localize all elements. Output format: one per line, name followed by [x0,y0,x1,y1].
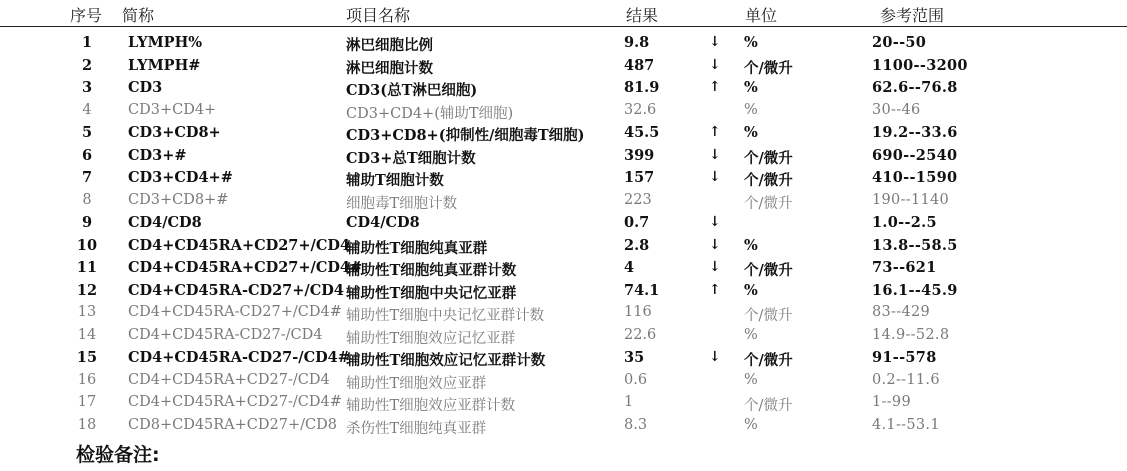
table-header [0,0,1127,27]
row-seq: 6 [81,146,93,164]
row-seq: 1 [81,34,93,51]
row-abbr: CD3+CD8+# [128,191,229,208]
row-item-name: 辅助T细胞计数 [346,172,444,189]
row-item-name: 辅助性T细胞效应亚群 [346,375,487,392]
row-result: 0.7 [624,214,650,231]
row-unit: % [744,371,758,388]
row-item-name: 辅助性T细胞纯真亚群 [346,239,488,257]
table-row [0,415,1127,438]
row-seq: 14 [77,326,97,343]
row-abbr: CD3+CD4+ [128,101,217,118]
row-result: 157 [624,169,655,186]
row-unit: 个/微升 [744,149,793,167]
header-result: 结果 [626,6,659,25]
row-flag-arrow: ↓ [709,236,721,253]
row-seq: 2 [81,56,93,74]
row-unit: 个/微升 [744,308,793,324]
row-abbr: CD4/CD8 [128,214,202,231]
row-abbr: CD3+CD4+# [128,169,233,186]
row-abbr: CD4+CD45RA+CD27-/CD4# [128,394,342,410]
row-seq: 8 [82,191,92,208]
row-abbr: CD3 [128,79,163,96]
row-abbr: CD4+CD45RA-CD27+/CD4# [128,304,342,320]
row-seq: 5 [81,124,93,141]
row-result: 81.9 [624,79,660,96]
row-unit: 个/微升 [744,398,793,414]
table-row [0,77,1127,100]
row-result: 223 [624,191,652,208]
table-row [0,280,1127,303]
row-flag-arrow: ↓ [709,146,721,163]
row-result: 35 [624,349,645,366]
row-seq: 10 [76,236,98,254]
row-unit: % [744,281,758,299]
row-seq: 15 [76,349,98,366]
row-item-name: 辅助性T细胞效应记忆亚群计数 [346,352,546,369]
row-seq: 16 [77,371,97,388]
row-item-name: 辅助性T细胞中央记忆亚群计数 [346,308,545,324]
row-item-name: 辅助性T细胞纯真亚群计数 [346,262,517,279]
row-item-name: 辅助性T细胞效应亚群计数 [346,398,516,414]
row-reference-range: 1.0--2.5 [872,214,937,231]
row-item-name: CD3+CD8+(抑制性/细胞毒T细胞) [346,127,585,144]
row-reference-range: 0.2--11.6 [872,371,940,388]
row-flag-arrow: ↑ [709,79,721,95]
row-flag-arrow: ↓ [709,34,721,50]
row-abbr: CD4+CD45RA-CD27+/CD4 [128,281,344,299]
row-abbr: CD4+CD45RA+CD27+/CD4 [128,236,351,254]
row-item-name: CD3+总T细胞计数 [346,149,476,167]
header-item-name: 项目名称 [346,6,411,25]
row-unit: % [744,79,758,96]
row-unit: % [744,34,758,51]
row-seq: 11 [76,259,98,276]
row-flag-arrow: ↓ [709,56,721,73]
row-item-name: 淋巴细胞比例 [346,37,433,54]
row-reference-range: 4.1--53.1 [872,416,940,433]
row-abbr: CD4+CD45RA-CD27-/CD4 [128,326,323,343]
row-flag-arrow: ↓ [709,214,721,230]
row-result: 45.5 [624,124,660,141]
row-reference-range: 190--1140 [872,191,950,208]
row-abbr: LYMPH# [128,56,201,74]
row-result: 22.6 [624,326,657,343]
table-row [0,100,1127,123]
row-unit: 个/微升 [744,352,793,369]
row-result: 2.8 [624,236,650,254]
row-item-name: 淋巴细胞计数 [346,59,433,77]
row-reference-range: 91--578 [872,349,937,366]
row-result: 116 [624,304,652,320]
table-row [0,167,1127,190]
header-seq: 序号 [70,6,103,25]
table-row [0,370,1127,393]
row-unit: % [744,416,758,433]
row-unit: 个/微升 [744,59,793,77]
table-row [0,55,1127,78]
row-reference-range: 1--99 [872,394,911,410]
row-item-name: CD3+CD4+(辅助T细胞) [346,105,514,122]
row-unit: % [744,326,758,343]
row-result: 74.1 [624,281,660,299]
header-unit: 单位 [745,6,778,25]
row-seq: 17 [77,394,97,410]
row-reference-range: 14.9--52.8 [872,326,950,343]
row-reference-range: 13.8--58.5 [872,236,958,254]
row-reference-range: 62.6--76.8 [872,79,958,96]
row-abbr: CD4+CD45RA+CD27-/CD4 [128,371,330,388]
row-flag-arrow: ↓ [709,259,721,275]
row-item-name: 辅助性T细胞中央记忆亚群 [346,284,517,302]
row-unit: % [744,124,758,141]
row-reference-range: 20--50 [872,34,927,51]
row-reference-range: 16.1--45.9 [872,281,958,299]
row-result: 399 [624,146,655,164]
row-result: 32.6 [624,101,657,118]
row-unit: % [744,236,758,254]
row-seq: 13 [77,304,97,320]
row-item-name: 杀伤性T细胞纯真亚群 [346,420,487,437]
table-row [0,235,1127,258]
row-reference-range: 690--2540 [872,146,958,164]
row-item-name: 细胞毒T细胞计数 [346,195,458,212]
row-item-name: CD4/CD8 [346,214,420,231]
row-seq: 4 [82,101,92,118]
row-reference-range: 83--429 [872,304,931,320]
table-row [0,325,1127,348]
row-item-name: 辅助性T细胞效应记忆亚群 [346,330,516,347]
row-seq: 9 [81,214,93,231]
row-reference-range: 73--621 [872,259,937,276]
row-flag-arrow: ↑ [709,124,721,140]
table-row [0,347,1127,370]
row-result: 4 [624,259,635,276]
table-row [0,32,1127,55]
table-row [0,392,1127,415]
table-row [0,302,1127,325]
row-abbr: CD3+CD8+ [128,124,221,141]
row-flag-arrow: ↑ [709,281,721,298]
row-result: 8.3 [624,416,648,433]
row-seq: 3 [81,79,93,96]
row-result: 0.6 [624,371,648,388]
table-row [0,190,1127,213]
row-reference-range: 1100--3200 [872,56,968,74]
row-abbr: CD8+CD45RA+CD27+/CD8 [128,416,337,433]
row-unit: 个/微升 [744,172,793,189]
row-abbr: CD3+# [128,146,187,164]
row-seq: 12 [76,281,98,299]
header-abbr: 简称 [122,6,155,25]
row-reference-range: 410--1590 [872,169,958,186]
results-table-body [0,32,1127,437]
table-row [0,122,1127,145]
row-abbr: LYMPH% [128,34,203,51]
row-flag-arrow: ↓ [709,169,721,185]
row-result: 1 [624,394,634,410]
row-unit: 个/微升 [744,262,793,279]
row-abbr: CD4+CD45RA+CD27+/CD4# [128,259,363,276]
row-seq: 18 [77,416,97,433]
row-abbr: CD4+CD45RA-CD27-/CD4# [128,349,350,366]
table-row [0,257,1127,280]
row-reference-range: 19.2--33.6 [872,124,958,141]
row-flag-arrow: ↓ [709,349,721,365]
table-row [0,145,1127,168]
header-reference-range: 参考范围 [880,6,945,25]
row-item-name: CD3(总T淋巴细胞) [346,82,478,99]
row-unit: % [744,101,758,118]
row-result: 9.8 [624,34,650,51]
row-unit: 个/微升 [744,195,793,212]
remarks-label: 检验备注: [76,444,160,466]
table-row [0,212,1127,235]
row-seq: 7 [81,169,93,186]
row-reference-range: 30--46 [872,101,921,118]
row-result: 487 [624,56,655,74]
